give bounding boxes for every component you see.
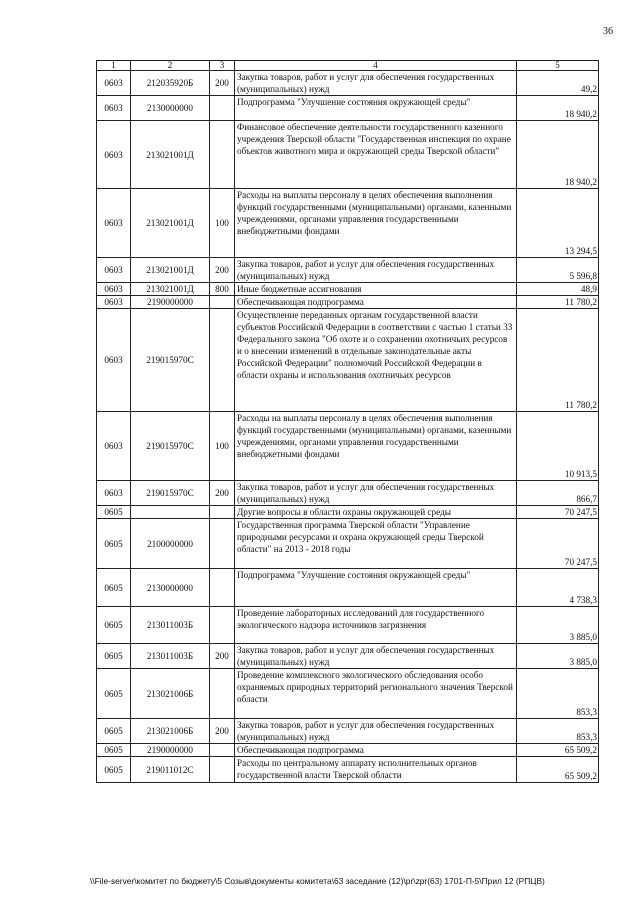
table-row [97, 519, 599, 569]
cell-c3 [210, 669, 235, 719]
table-row [97, 744, 599, 757]
cell-c2: 2130000000 [131, 96, 210, 121]
cell-c4: Подпрограмма "Улучшение состояния окружающей среды" [235, 96, 517, 121]
cell-c1: 0605 [97, 644, 131, 669]
cell-c1: 0605 [97, 669, 131, 719]
cell-c2: 213011003Б [131, 607, 210, 644]
file-path-footer: \\File-server\комитет по бюджету\5 Созыв\документы комитета\63 заседание (12)\pr\zpr(63) 1701-П-5\Прил 12 (РПЦВ) [90, 876, 545, 886]
cell-c2: 2190000000 [131, 744, 210, 757]
table-row [97, 607, 599, 644]
cell-c1: 0603 [97, 189, 131, 258]
cell-c1: 0605 [97, 757, 131, 783]
cell-c4: Проведение комплексного экологического обследования особо охраняемых природных территорий регионального значения Тверской области [235, 669, 517, 719]
cell-c5: 866,7 [517, 481, 599, 506]
table-row [97, 296, 599, 309]
cell-c3: 200 [210, 644, 235, 669]
cell-c5: 18 940,2 [517, 96, 599, 121]
table-row [97, 309, 599, 412]
table-row [97, 644, 599, 669]
cell-c2: 2130000000 [131, 569, 210, 607]
cell-c1: 0605 [97, 719, 131, 744]
cell-c1: 0603 [97, 258, 131, 283]
table-row [97, 757, 599, 783]
column-header: 4 [235, 61, 517, 71]
table-row [97, 506, 599, 519]
cell-c2: 212035920Б [131, 71, 210, 96]
cell-c2: 213011003Б [131, 644, 210, 669]
cell-c3: 200 [210, 719, 235, 744]
cell-c3 [210, 121, 235, 189]
table-row [97, 121, 599, 189]
page-number: 36 [603, 26, 613, 37]
cell-c4: Государственная программа Тверской области "Управление природными ресурсами и охрана окружающей среды Тверской области" на 2013 - 2018 годы [235, 519, 517, 569]
cell-c2: 213021001Д [131, 283, 210, 296]
cell-c5: 853,3 [517, 669, 599, 719]
column-header: 3 [210, 61, 235, 71]
cell-c4: Обеспечивающая подпрограмма [235, 744, 517, 757]
cell-c3: 800 [210, 283, 235, 296]
cell-c4: Закупка товаров, работ и услуг для обеспечения государственных (муниципальных) нужд [235, 719, 517, 744]
cell-c2: 219011012С [131, 757, 210, 783]
cell-c3 [210, 744, 235, 757]
cell-c5: 70 247,5 [517, 519, 599, 569]
column-header: 1 [97, 61, 131, 71]
cell-c1: 0605 [97, 506, 131, 519]
cell-c5: 13 294,5 [517, 189, 599, 258]
table-row [97, 71, 599, 96]
cell-c1: 0603 [97, 412, 131, 481]
cell-c2 [131, 506, 210, 519]
cell-c3 [210, 569, 235, 607]
cell-c5: 49,2 [517, 71, 599, 96]
cell-c5: 5 596,8 [517, 258, 599, 283]
cell-c4: Осуществление переданных органам государственной власти субъектов Российской Федерации в соответствии с частью 1 статьи 33 Федерального закона "Об охоте и о сохранении охотничьих ресурсов и о внесении изменений в отдельные законодательные акты Российской Федерации" полномочий Российской Федерации в области охраны и использования охотничьих ресурсов [235, 309, 517, 412]
cell-c1: 0605 [97, 744, 131, 757]
cell-c4: Финансовое обеспечение деятельности государственного казенного учреждения Тверской области "Государственная инспекция по охране объектов животного мира и окружающей среды Тверской области" [235, 121, 517, 189]
cell-c2: 213021001Д [131, 189, 210, 258]
cell-c2: 213021006Б [131, 719, 210, 744]
cell-c1: 0603 [97, 283, 131, 296]
cell-c3: 100 [210, 189, 235, 258]
cell-c2: 2190000000 [131, 296, 210, 309]
table-row [97, 258, 599, 283]
cell-c3: 200 [210, 71, 235, 96]
cell-c1: 0603 [97, 121, 131, 189]
cell-c1: 0605 [97, 607, 131, 644]
cell-c2: 2100000000 [131, 519, 210, 569]
cell-c3 [210, 309, 235, 412]
cell-c4: Другие вопросы в области охраны окружающей среды [235, 506, 517, 519]
cell-c4: Закупка товаров, работ и услуг для обеспечения государственных (муниципальных) нужд [235, 258, 517, 283]
cell-c3: 200 [210, 258, 235, 283]
cell-c3: 100 [210, 412, 235, 481]
cell-c5: 3 885,0 [517, 644, 599, 669]
cell-c4: Обеспечивающая подпрограмма [235, 296, 517, 309]
cell-c1: 0605 [97, 519, 131, 569]
cell-c5: 4 738,3 [517, 569, 599, 607]
cell-c5: 65 509,2 [517, 744, 599, 757]
cell-c3 [210, 96, 235, 121]
cell-c5: 853,3 [517, 719, 599, 744]
cell-c5: 18 940,2 [517, 121, 599, 189]
cell-c4: Иные бюджетные ассигнования [235, 283, 517, 296]
cell-c3 [210, 757, 235, 783]
cell-c3 [210, 296, 235, 309]
cell-c1: 0603 [97, 71, 131, 96]
cell-c5: 65 509,2 [517, 757, 599, 783]
table-row [97, 481, 599, 506]
table-row [97, 719, 599, 744]
cell-c2: 219015970С [131, 309, 210, 412]
cell-c1: 0603 [97, 96, 131, 121]
cell-c2: 219015970С [131, 412, 210, 481]
cell-c1: 0605 [97, 569, 131, 607]
cell-c4: Проведение лабораторных исследований для государственного экологического надзора источников загрязнения [235, 607, 517, 644]
cell-c4: Расходы по центральному аппарату исполнительных органов государственной власти Тверской области [235, 757, 517, 783]
column-header: 2 [131, 61, 210, 71]
cell-c5: 70 247,5 [517, 506, 599, 519]
table-row [97, 96, 599, 121]
table-row [97, 569, 599, 607]
cell-c3 [210, 607, 235, 644]
column-header: 5 [517, 61, 599, 71]
cell-c2: 219015970С [131, 481, 210, 506]
cell-c2: 213021001Д [131, 258, 210, 283]
cell-c2: 213021001Д [131, 121, 210, 189]
cell-c4: Закупка товаров, работ и услуг для обеспечения государственных (муниципальных) нужд [235, 481, 517, 506]
cell-c4: Расходы на выплаты персоналу в целях обеспечения выполнения функций государственными (муниципальными) органами, казенными учреждениями, органами управления государственными внебюджетными фондами [235, 189, 517, 258]
table-header-row [97, 61, 599, 71]
cell-c1: 0603 [97, 296, 131, 309]
budget-table [96, 60, 599, 783]
cell-c4: Подпрограмма "Улучшение состояния окружающей среды" [235, 569, 517, 607]
cell-c3: 200 [210, 481, 235, 506]
cell-c1: 0603 [97, 309, 131, 412]
cell-c5: 11 780,2 [517, 309, 599, 412]
cell-c5: 48,9 [517, 283, 599, 296]
cell-c5: 11 780,2 [517, 296, 599, 309]
table-row [97, 283, 599, 296]
cell-c5: 10 913,5 [517, 412, 599, 481]
cell-c4: Расходы на выплаты персоналу в целях обеспечения выполнения функций государственными (муниципальными) органами, казенными учреждениями, органами управления государственными внебюджетными фондами [235, 412, 517, 481]
table-row [97, 669, 599, 719]
cell-c2: 213021006Б [131, 669, 210, 719]
table-row [97, 412, 599, 481]
cell-c5: 3 885,0 [517, 607, 599, 644]
cell-c3 [210, 506, 235, 519]
cell-c4: Закупка товаров, работ и услуг для обеспечения государственных (муниципальных) нужд [235, 71, 517, 96]
table-row [97, 189, 599, 258]
cell-c4: Закупка товаров, работ и услуг для обеспечения государственных (муниципальных) нужд [235, 644, 517, 669]
cell-c1: 0603 [97, 481, 131, 506]
cell-c3 [210, 519, 235, 569]
